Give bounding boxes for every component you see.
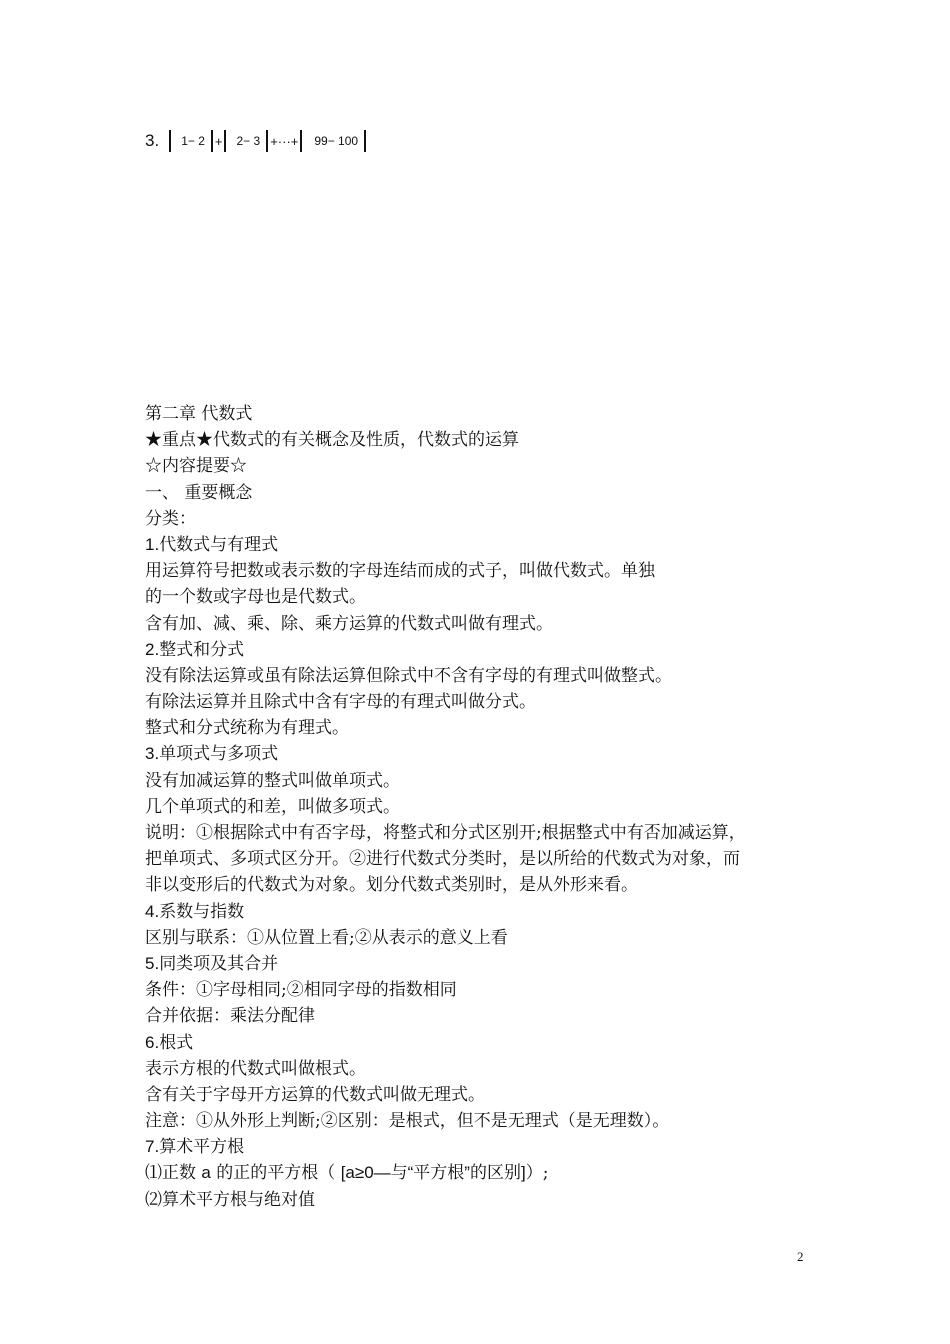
note-line: 注意：①从外形上判断;②区别：是根式，但不是无理式（是无理数）。 [145, 1111, 670, 1132]
subheading-number: 5. [145, 953, 160, 973]
abs-bar [364, 130, 366, 152]
subheading-text: 系数与指数 [159, 901, 245, 922]
paragraph-line: 含有加、减、乘、除、乘方运算的代数式叫做有理式。 [145, 613, 553, 634]
problem-3-expression [145, 127, 366, 155]
page-number: 2 [797, 1249, 804, 1264]
paragraph-line: 有除法运算并且除式中含有字母的有理式叫做分式。 [145, 692, 536, 713]
problem-number: 3. [145, 131, 160, 150]
item-suffix: ）; [525, 1163, 549, 1184]
list-item-1 [145, 1160, 825, 1186]
subheading-5 [145, 951, 825, 977]
paragraph-line: 条件：①字母相同;②相同字母的指数相同 [145, 980, 457, 1001]
paragraph-line: 用运算符号把数或表示数的字母连结而成的式子，叫做代数式。单独 [145, 561, 655, 582]
subheading-7 [145, 1134, 825, 1160]
paragraph-line: 合并依据：乘法分配律 [145, 1006, 315, 1027]
chapter-title: 第二章 代数式 [145, 404, 253, 424]
paragraph-line: 没有除法运算或虽有除法运算但除式中不含有字母的有理式叫做整式。 [145, 665, 672, 686]
abs-term-2: 2− 3 [236, 134, 261, 148]
list-item-2: ⑵算术平方根与绝对值 [145, 1189, 315, 1210]
item-mid: 的正的平方根（ [210, 1163, 341, 1184]
subheading-text: 算术平方根 [159, 1137, 245, 1158]
chapter-2-text [145, 401, 825, 1213]
subheading-number: 1. [145, 534, 160, 554]
subheading-text: 整式和分式 [159, 639, 245, 660]
subheading-text: 单项式与多项式 [159, 744, 279, 765]
key-points-line: ★重点★代数式的有关概念及性质，代数式的运算 [145, 430, 519, 451]
item-condition: [a≥0—与“平方根”的区别] [340, 1163, 526, 1183]
abs-bar [211, 130, 213, 152]
summary-heading: ☆内容提要☆ [145, 456, 247, 477]
classification-label: 分类： [145, 508, 196, 529]
paragraph-line: 没有加减运算的整式叫做单项式。 [145, 770, 400, 791]
subheading-number: 4. [145, 901, 160, 921]
plus-sign: + [214, 133, 223, 149]
abs-bar [169, 130, 171, 152]
paragraph-line: 整式和分式统称为有理式。 [145, 718, 349, 739]
abs-term-1: 1− 2 [181, 134, 205, 148]
abs-bar [266, 130, 268, 152]
subheading-6 [145, 1030, 825, 1056]
note-line: 非以变形后的代数式为对象。划分代数式类别时，是从外形来看。 [145, 875, 638, 896]
plus-ellipsis: +···+ [270, 133, 299, 149]
subheading-text: 代数式与有理式 [159, 534, 279, 555]
subheading-2 [145, 637, 825, 663]
item-prefix: ⑴正数 [145, 1163, 202, 1184]
item-variable: a [201, 1163, 211, 1183]
subheading-text: 同类项及其合并 [159, 953, 279, 974]
paragraph-line: 表示方根的代数式叫做根式。 [145, 1058, 366, 1079]
note-line: 把单项式、多项式区分开。②进行代数式分类时，是以所给的代数式为对象，而 [145, 849, 740, 870]
paragraph-line: 区别与联系：①从位置上看;②从表示的意义上看 [145, 927, 508, 948]
subheading-3 [145, 741, 825, 767]
subheading-number: 2. [145, 639, 160, 659]
section-heading: 一、 重要概念 [145, 482, 253, 503]
subheading-number: 3. [145, 744, 160, 764]
subheading-number: 6. [145, 1032, 160, 1052]
subheading-number: 7. [145, 1137, 160, 1157]
abs-bar [300, 130, 302, 152]
abs-term-3: 99− 100 [314, 134, 359, 148]
abs-bar [224, 130, 226, 152]
subheading-text: 根式 [159, 1032, 194, 1053]
subheading-4 [145, 899, 825, 925]
paragraph-line: 的一个数或字母也是代数式。 [145, 587, 366, 608]
subheading-1 [145, 532, 825, 558]
note-line: 说明：①根据除式中有否字母，将整式和分式区别开;根据整式中有否加减运算， [145, 823, 746, 843]
paragraph-line: 几个单项式的和差，叫做多项式。 [145, 796, 400, 817]
paragraph-line: 含有关于字母开方运算的代数式叫做无理式。 [145, 1084, 485, 1105]
